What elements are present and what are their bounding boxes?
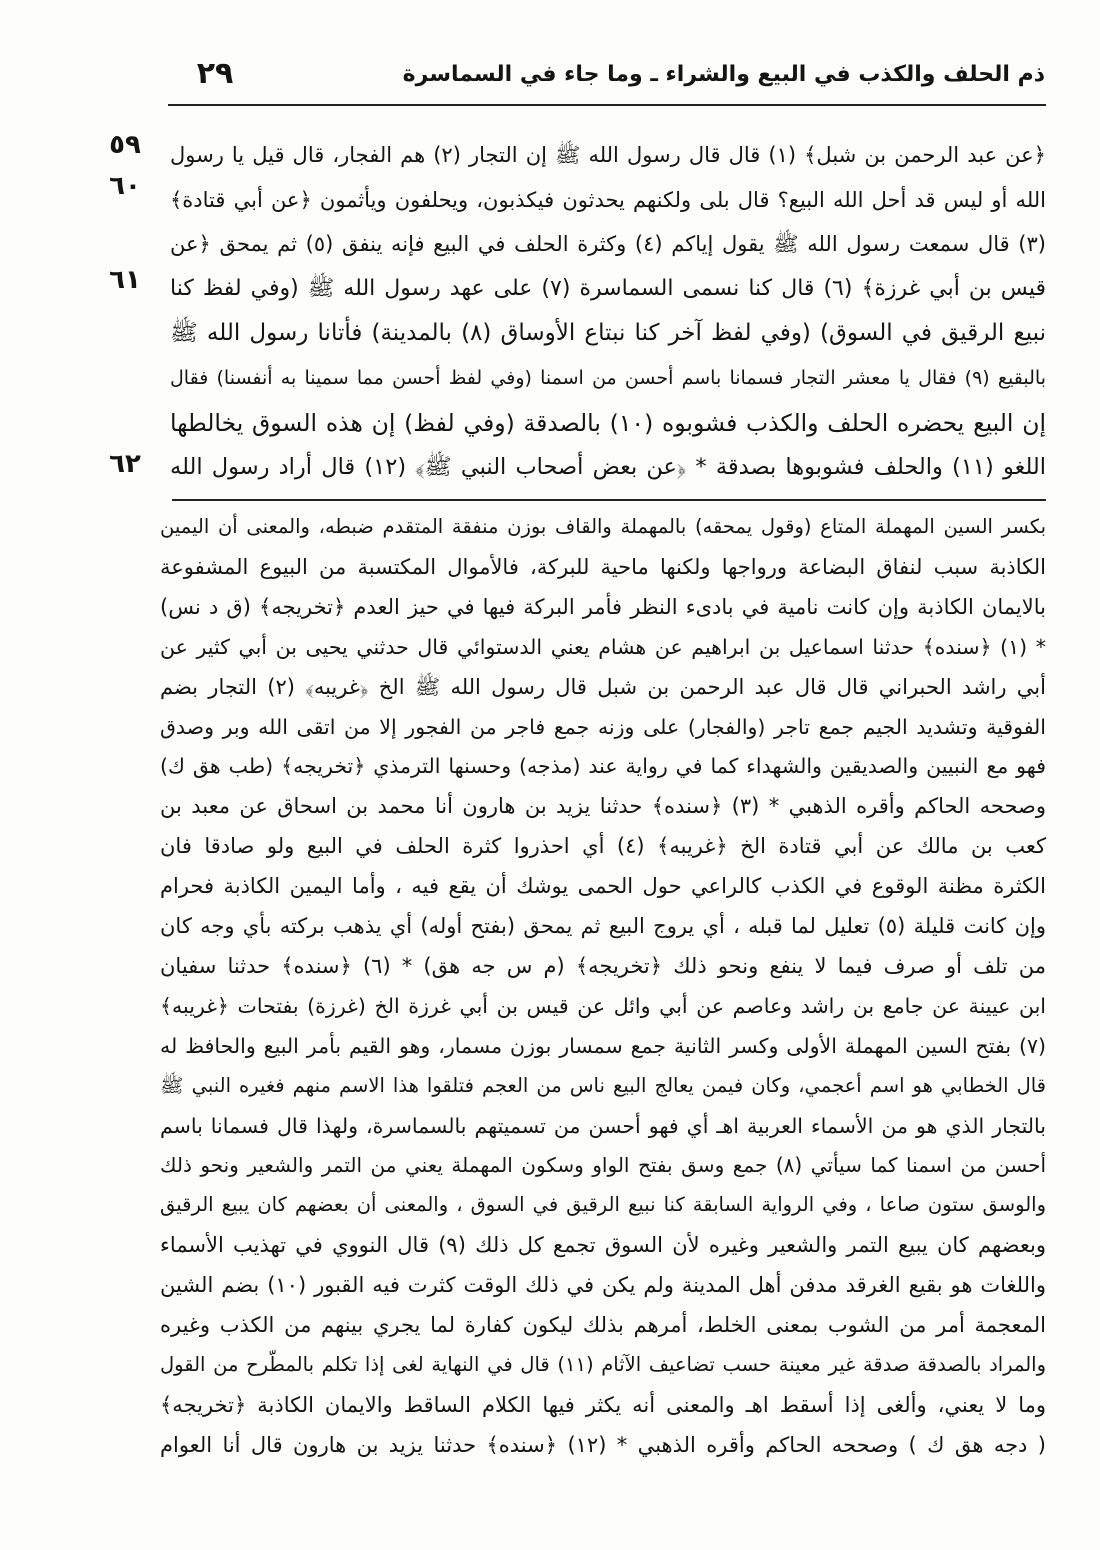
commentary-line: وصححه الحاكم وأقره الذهبي * (٣) ﴿سنده﴾ حدثنا يزيد بن هارون أنا محمد بن اسحاق عن معبد بن [160, 794, 1046, 819]
commentary-line: والوسق ستون صاعا ، وفي الرواية السابقة كنا نبيع الرقيق في السوق ، والمعنى أن بعضهم كان يبيع الرقيق [160, 1193, 1046, 1217]
commentary-line: قال الخطابي هو اسم أعجمي، وكان فيمن يعالج البيع ناس من العجم فتلقوا هذا الاسم منهم فغيره النبي ﷺ [160, 1073, 1046, 1097]
main-text-line: إن البيع يحضره الحلف والكذب فشوبوه (١٠) بالصدقة (وفي لفظ) إن هذه السوق يخالطها [170, 408, 1046, 437]
header-rule [168, 104, 1046, 106]
commentary-line: الفوقية وتشديد الجيم جمع تاجر (والفجار) على وزنه جمع فاجر من الفجور إلا من اتقى الله وبر وصدق [160, 714, 1046, 739]
commentary-line: فهو مع النبيين والصديقين والشهداء كما في رواية عند (مذجه) وحسنها الترمذي ﴿تخريجه﴾ (طب هق ك) [160, 754, 1046, 779]
commentary-line: واللغات هو بقيع الغرقد مدفن أهل المدينة ولم يكن في ذلك الوقت كثرت فيه القبور (١٠) بضم الشين [160, 1273, 1046, 1298]
main-text-line: ﴿عن عبد الرحمن بن شبل﴾ (١) قال قال رسول الله ﷺ إن التجار (٢) هم الفجار، قال قيل يا رسول [170, 143, 1046, 167]
commentary-line: كعب بن مالك عن أبي قتادة الخ ﴿غريبه﴾ (٤) أي احذروا كثرة الحلف في البيع ولو صادقا فان [160, 834, 1046, 859]
hadith-number: ٥٩ [109, 130, 141, 160]
main-text-line: (٣) قال سمعت رسول الله ﷺ يقول إياكم (٤) وكثرة الحلف في البيع فإنه ينفق (٥) ثم يمحق ﴿عن [170, 232, 1046, 257]
commentary-line: أحسن من اسمنا كما سيأتي (٨) جمع وسق بفتح الواو وسكون المهملة يعني من التمر والشعير ونحو ذلك [160, 1153, 1046, 1178]
commentary-line: ابن عيينة عن جامع بن راشد وعاصم عن أبي وائل عن قيس بن أبي غرزة الخ (غرزة) بفتحات ﴿غريبه﴾ [160, 993, 1046, 1018]
commentary-line: بالتجار الذي هو من الأسماء العربية اهـ أي فهو أحسن من تسميتهم بالسماسرة، ولهذا قال فسمانا باسم [160, 1113, 1046, 1138]
main-text-line: قيس بن أبي غرزة﴾ (٦) قال كنا نسمى السماسرة (٧) على عهد رسول الله ﷺ (وفي لفظ كنا [170, 275, 1046, 301]
commentary-line: وإن كانت قليلة (٥) تعليل لما قبله ، أي يروج البيع ثم يمحق (بفتح أوله) أي يذهب بركته بأي وجه كان [160, 914, 1046, 938]
commentary-line: * (١) ﴿سنده﴾ حدثنا اسماعيل بن ابراهيم عن هشام يعني الدستوائي قال حدثني يحيى بن أبي كثير عن [160, 634, 1046, 659]
main-text-line: نبيع الرقيق في السوق) (وفي لفظ آخر كنا نبتاع الأوساق (٨) بالمدينة) فأتانا رسول الله ﷺ [170, 320, 1046, 347]
running-title: ذم الحلف والكذب في البيع والشراء ـ وما جاء في السماسرة [402, 62, 1045, 87]
hadith-number: ٦٠ [109, 171, 141, 201]
page-number: ٢٩ [196, 56, 234, 91]
commentary-line: الكثرة مظنة الوقوع في الكذب كالراعي حول الحمى يوشك أن يقع فيه ، وأما اليمين الكاذبة فحرام [160, 874, 1046, 899]
commentary-line: والمراد بالصدقة صدقة غير معينة حسب تضاعيف الآثام (١١) قال في النهاية لغى إذا تكلم بالمطّرح من القول [160, 1352, 1046, 1376]
hadith-number: ٦٢ [109, 449, 141, 479]
commentary-line: (٧) بفتح السين المهملة الأولى وكسر الثانية جمع سمسار بوزن مسمار، وهو القيم بأمر البيع والحافظ له [160, 1033, 1046, 1058]
commentary-line: بالايمان الكاذبة وإن كانت نامية في بادىء النظر فأمر البركة فيها في حيز العدم ﴿تخريجه﴾ (ق د نس) [160, 594, 1046, 619]
commentary-line: الكاذبة سبب لنفاق البضاعة ورواجها ولكنها ماحية للبركة، فالأموال المكتسبة من البيوع المشفوعة [160, 554, 1046, 579]
commentary-line: من تلف أو صرف فيما لا ينفع ونحو ذلك ﴿تخريجه﴾ (م س جه هق) * (٦) ﴿سنده﴾ حدثنا سفيان [160, 953, 1046, 978]
commentary-line: بكسر السين المهملة المتاع (وقول يمحقه) بالمهملة والقاف بوزن منفقة المتقدم ضبطه، والمعنى أن اليمين [160, 515, 1046, 538]
main-text-line: بالبقيع (٩) فقال يا معشر التجار فسمانا باسم أحسن من اسمنا (وفي لفظ أحسن مما سمينا به أنفسنا) فقال [170, 367, 1046, 389]
main-text-line: اللغو (١١) والحلف فشوبوها بصدقة * ﴿عن بعض أصحاب النبي ﷺ﴾ (١٢) قال أراد رسول الله [170, 454, 1046, 481]
commentary-line: وبعضهم كان يبيع التمر والشعير وغيره لأن السوق تجمع كل ذلك (٩) قال النووي في تهذيب الأسماء [160, 1233, 1046, 1258]
footnote-separator-rule [172, 499, 1046, 501]
commentary-line: وما لا يعني، وألغى إذا أسقط اهـ والمعنى أنه يكثر فيها الكلام الساقط والايمان الكاذبة ﴿تخريجه﴾ [160, 1392, 1046, 1417]
commentary-line: أبي راشد الحبراني قال قال عبد الرحمن بن شبل قال رسول الله ﷺ الخ ﴿غريبه﴾ (٢) التجار بضم [160, 674, 1046, 699]
main-text-line: الله أو ليس قد أحل الله البيع؟ قال بلى ولكنهم يحدثون فيكذبون، ويحلفون ويأثمون ﴿عن أبي قتادة﴾ [170, 187, 1046, 212]
commentary-line: المعجمة أمر من الشوب بمعنى الخلط، أمرهم بذلك ليكون كفارة لما يجري بينهم من الكذب وغيره [160, 1313, 1046, 1337]
commentary-line: ( دجه هق ك ) وصححه الحاكم وأقره الذهبي * (١٢) ﴿سنده﴾ حدثنا يزيد بن هارون قال أنا العوام [160, 1432, 1046, 1457]
hadith-number: ٦١ [109, 265, 141, 295]
